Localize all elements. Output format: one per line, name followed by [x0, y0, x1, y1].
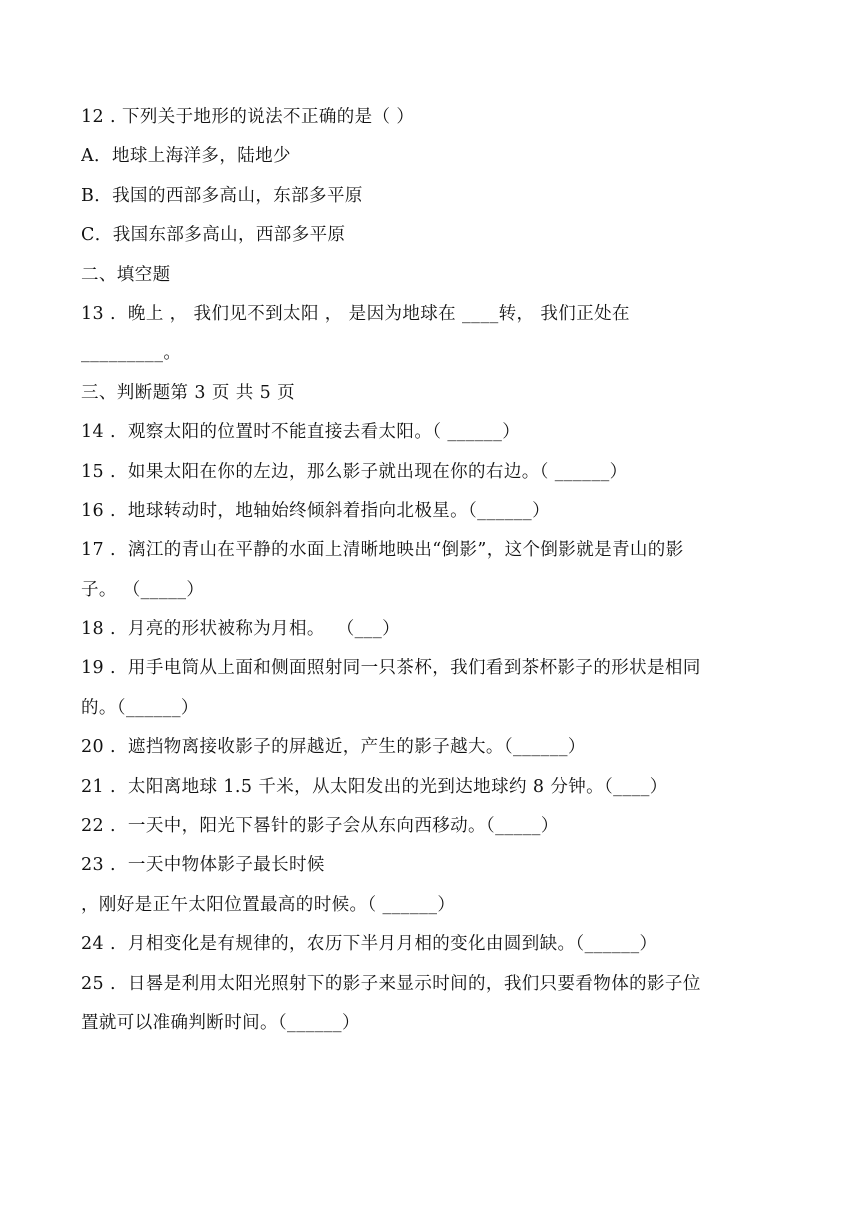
question-15-line: 15 . 如果太阳在你的左边，那么影子就出现在你的右边。（ ______） [81, 461, 628, 482]
section-true-false-heading: 三、判断题第 3 页 共 5 页 [81, 382, 295, 403]
option-c-line: C．我国东部多高山，西部多平原 [81, 225, 346, 246]
question-18-line: 18 . 月亮的形状被称为月相。 （___） [81, 619, 400, 640]
question-20-line: 20 . 遮挡物离接收影子的屏越近，产生的影子越大。（______） [81, 737, 586, 758]
question-23-line-cont: ，刚好是正午太阳位置最高的时候。（ ______） [81, 894, 456, 915]
question-25-line: 25 . 日晷是利用太阳光照射下的影子来显示时间的，我们只要看物体的影子位 [81, 973, 701, 994]
question-19-line-cont: 的。（______） [81, 697, 199, 718]
section-fill-blank-heading: 二、填空题 [81, 264, 171, 285]
question-17-line: 17 . 漓江的青山在平静的水面上清晰地映出“倒影”，这个倒影就是青山的影 [81, 540, 684, 561]
question-21-line: 21 . 太阳离地球 1.5 千米，从太阳发出的光到达地球约 8 分钟。（____） [81, 776, 668, 797]
question-14-line: 14 . 观察太阳的位置时不能直接去看太阳。（ ______） [81, 422, 521, 443]
question-17-line-cont: 子。 （_____） [81, 579, 205, 600]
question-16-line: 16 . 地球转动时，地轴始终倾斜着指向北极星。（______） [81, 500, 550, 521]
question-19-line: 19 . 用手电筒从上面和侧面照射同一只茶杯，我们看到茶杯影子的形状是相同 [81, 658, 701, 679]
question-23-line: 23 . 一天中物体影子最长时候 [81, 855, 325, 876]
question-25-line-cont: 置就可以准确判断时间。（______） [81, 1012, 360, 1033]
question-24-line: 24 . 月相变化是有规律的，农历下半月月相的变化由圆到缺。（______） [81, 934, 658, 955]
option-b-line: B．我国的西部多高山，东部多平原 [81, 185, 363, 206]
question-22-line: 22 . 一天中，阳光下晷针的影子会从东向西移动。（_____） [81, 816, 559, 837]
question-13-line-cont: _________。 [81, 343, 182, 364]
question-13-line: 13 . 晚上 ， 我们见不到太阳 ， 是因为地球在 ____转， 我们正处在 [81, 303, 630, 324]
option-a-line: A．地球上海洋多，陆地少 [81, 146, 291, 167]
document-body [81, 98, 791, 1043]
question-12-line: 12 . 下列关于地形的说法不正确的是（ ） [81, 107, 415, 127]
